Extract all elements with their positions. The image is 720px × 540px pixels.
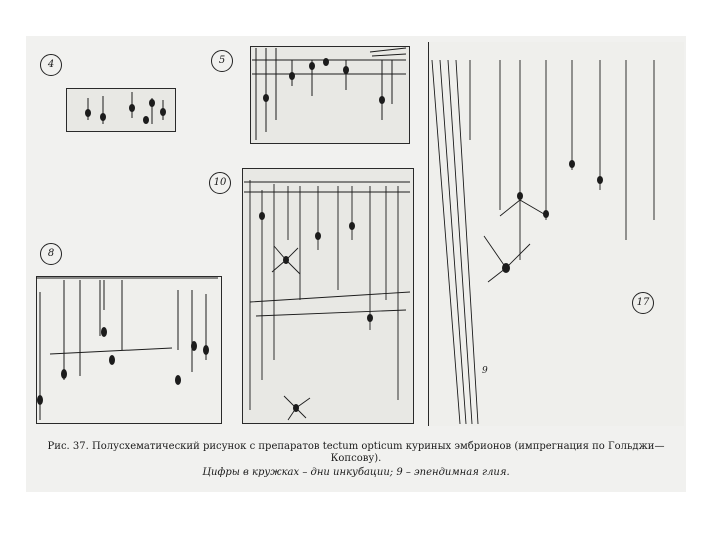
caption-line-3: Цифры в кружках – дни инкубации; 9 – эпендимная глия. — [202, 467, 510, 478]
panel-5-fibers — [252, 48, 406, 140]
label-day-10: 10 — [209, 172, 231, 194]
label-day-5: 5 — [211, 50, 233, 72]
panel-4-cells — [88, 92, 163, 124]
caption-line-2: Копсову). — [330, 453, 382, 464]
figure-caption — [36, 441, 676, 479]
label-day-8: 8 — [40, 243, 62, 265]
caption-line-1: Рис. 37. Полусхематический рисунок с препаратов tectum opticum куриных эмбрионов (импрегнация по Гольджи— — [47, 441, 665, 452]
panel-8-somata — [37, 327, 209, 405]
panel-17-fibers — [432, 60, 654, 424]
panel-8-fibers — [36, 278, 218, 420]
label-day-4: 4 — [40, 54, 62, 76]
panel-5-somata — [263, 58, 385, 104]
label-day-17: 17 — [632, 292, 654, 314]
ependymal-glia-label: 9 — [482, 366, 488, 376]
panel-17-somata — [502, 160, 603, 273]
panel-10-fibers — [244, 180, 410, 420]
panel-4-somata — [85, 99, 166, 124]
